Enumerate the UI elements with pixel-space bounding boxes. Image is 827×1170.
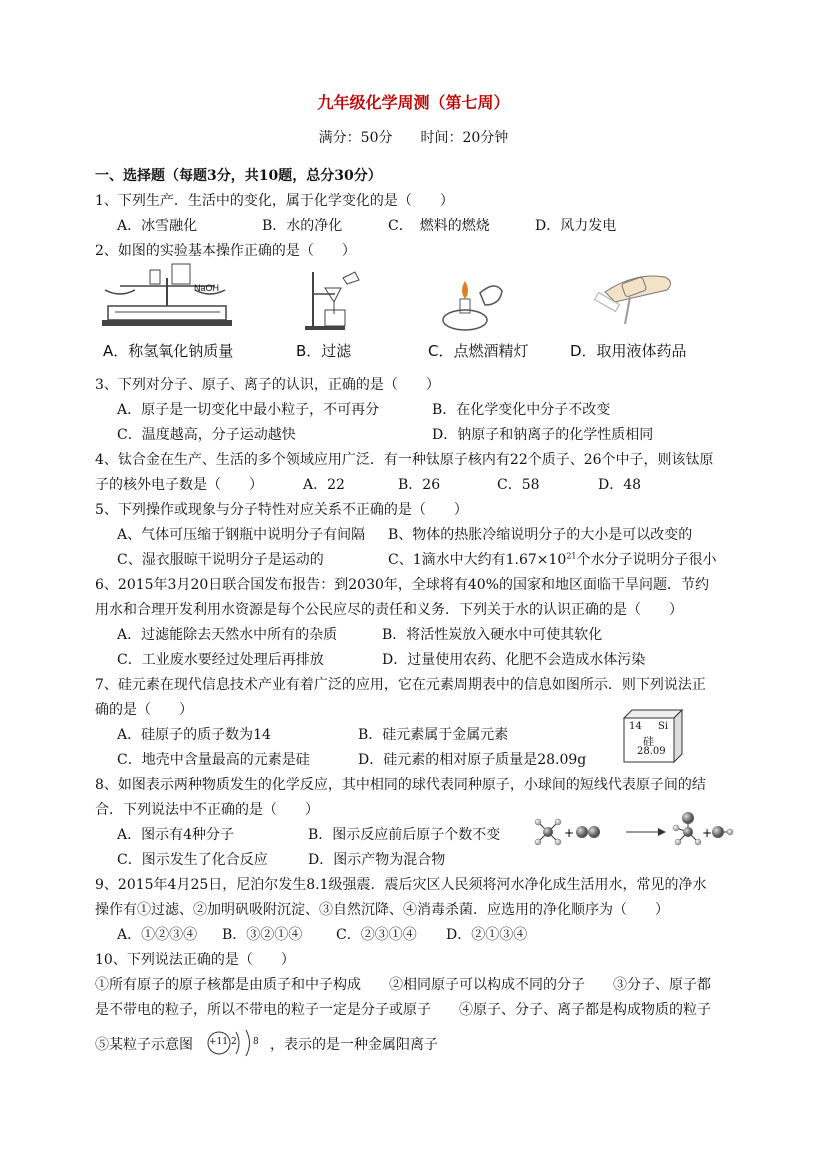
q4-option-b: B．26 [398, 477, 441, 493]
q6-option-c: C．工业废水要经过处理后再排放 [117, 652, 324, 668]
q2-option-b: B．过滤 [296, 342, 352, 360]
q6-stem-line1: 6、2015年3月20日联合国发布报告：到2030年，全球将有40%的国家和地区面临干旱问题．节约 [95, 577, 710, 593]
q10-line2: 是不带电的粒子，所以不带电的粒子一定是分子或原子 ④原子、分子、离子都是构成物质的粒子 [95, 1002, 711, 1018]
q9-option-a: A．①②③④ [117, 927, 198, 943]
ion-nucleus-charge: +11 [209, 1037, 228, 1047]
q8-stem-line2: 合．下列说法中不正确的是（ ） [95, 802, 319, 818]
svg-text:+: + [564, 826, 575, 840]
pour-liquid-illustration [575, 262, 685, 324]
q8-option-a: A．图示有4种分子 [117, 827, 235, 843]
q4-option-c: C．58 [497, 477, 540, 493]
q7-option-d: D．硅元素的相对原子质量是28.09g [358, 752, 587, 768]
q9-stem-line2: 操作有①过滤、②加明矾吸附沉淀、③自然沉降、④消毒杀菌．应选用的净化顺序为（ ） [95, 902, 669, 918]
q10-line3-pre: ⑤某粒子示意图 [95, 1037, 193, 1053]
q6-stem-line2: 用水和合理开发利用水资源是每个公民应尽的责任和义务．下列关于水的认识正确的是（ ） [95, 602, 683, 618]
q7-option-b: B．硅元素属于金属元素 [358, 727, 509, 743]
q6-option-d: D．过量使用农药、化肥不会造成水体污染 [382, 652, 646, 668]
ion-shell-1: 2 [231, 1037, 237, 1047]
q3-stem: 3、下列对分子、原子、离子的认识，正确的是（ ） [95, 377, 440, 393]
element-name: 硅 [643, 735, 654, 748]
q3-option-d: D．钠原子和钠离子的化学性质相同 [432, 427, 654, 443]
q9-option-c: C．②③①④ [336, 927, 417, 943]
element-symbol: Si [658, 721, 669, 732]
reaction-diagram [528, 810, 738, 856]
q7-stem-line2: 确的是（ ） [95, 702, 193, 718]
q3-option-a: A．原子是一切变化中最小粒子，不可再分 [117, 402, 380, 418]
score-time: 满分：50分 时间：20分钟 [318, 130, 509, 146]
q1-option-d: D．风力发电 [535, 218, 617, 234]
q1-option-a: A．冰雪融化 [117, 218, 198, 234]
alcohol-lamp-illustration [440, 275, 510, 333]
q3-option-b: B．在化学变化中分子不改变 [432, 402, 611, 418]
q7-option-c: C．地壳中含量最高的元素是硅 [117, 752, 310, 768]
svg-text:+: + [702, 826, 713, 840]
q4-stem-line2: 子的核外电子数是（ ） [95, 477, 263, 493]
q3-option-c: C．温度越高，分子运动越快 [117, 427, 296, 443]
q7-option-a: A．硅原子的质子数为14 [117, 727, 271, 743]
q10-line3-post: ，表示的是一种金属阳离子 [270, 1037, 438, 1053]
balance-illustration [100, 268, 240, 330]
q1-stem: 1、下列生产．生活中的变化，属于化学变化的是（ ） [95, 193, 454, 209]
element-number: 14 [629, 721, 642, 732]
q5-option-b: B、物体的热胀冷缩说明分子的大小是可以改变的 [388, 527, 693, 543]
q8-option-b: B．图示反应前后原子个数不变 [308, 827, 501, 843]
q8-option-c: C．图示发生了化合反应 [117, 852, 268, 868]
q5-option-a: A、气体可压缩于钢瓶中说明分子有间隔 [117, 527, 366, 543]
q10-line1: ①所有原子的原子核都是由质子和中子构成 ②相同原子可以构成不同的分子 ③分子、原子都 [95, 977, 711, 993]
q5-option-d-post: 个水分子说明分子很小 [576, 552, 717, 568]
element-mass: 28.09 [637, 746, 666, 757]
q6-option-a: A．过滤能除去天然水中所有的杂质 [117, 627, 338, 643]
q7-stem-line1: 7、硅元素在现代信息技术产业有着广泛的应用，它在元素周期表中的信息如图所示．则下列说法正 [95, 677, 706, 693]
q4-option-d: D．48 [598, 477, 642, 493]
q1-option-b: B．水的净化 [262, 218, 343, 234]
q9-option-d: D．②①③④ [446, 927, 528, 943]
section-heading: 一、选择题（每题3分，共10题，总分30分） [95, 168, 382, 184]
q2-stem: 2、如图的实验基本操作正确的是（ ） [95, 243, 356, 259]
q10-stem: 10、下列说法正确的是（ ） [95, 952, 295, 968]
naoh-label: NaOH [194, 283, 220, 293]
q4-stem-line1: 4、钛合金在生产、生活的多个领域应用广泛．有一种钛原子核内有22个质子、26个中子，则该钛原 [95, 452, 714, 468]
q2-option-d: D．取用液体药品 [570, 342, 687, 360]
q1-option-c: C． 燃料的燃烧 [388, 218, 490, 234]
q5-option-c: C、湿衣服晾干说明分子是运动的 [117, 552, 324, 568]
q8-stem-line1: 8、如图表示两种物质发生的化学反应，其中相同的球代表同种原子，小球间的短线代表原子间的结 [95, 777, 706, 793]
q2-option-c: C．点燃酒精灯 [428, 342, 529, 360]
q9-option-b: B．③②①④ [222, 927, 303, 943]
q5-stem: 5、下列操作或现象与分子特性对应关系不正确的是（ ） [95, 502, 468, 518]
q5-option-d [388, 549, 717, 569]
q2-option-a: A．称氢氧化钠质量 [103, 342, 234, 360]
page-title: 九年级化学周测（第七周） [317, 93, 510, 112]
q8-option-d: D．图示产物为混合物 [308, 852, 446, 868]
q9-stem-line1: 9、2015年4月25日，尼泊尔发生8.1级强震．震后灾区人民须将河水净化成生活用水，常见的净水 [95, 877, 707, 893]
q5-option-d-exponent: 21 [566, 551, 577, 561]
q4-option-a: A．22 [303, 477, 345, 493]
ion-shell-2: 8 [253, 1037, 259, 1047]
filtration-illustration [303, 272, 363, 334]
q6-option-b: B．将活性炭放入硬水中可使其软化 [382, 627, 603, 643]
q5-option-d-pre: C、1滴水中大约有1.67×10 [388, 552, 567, 568]
